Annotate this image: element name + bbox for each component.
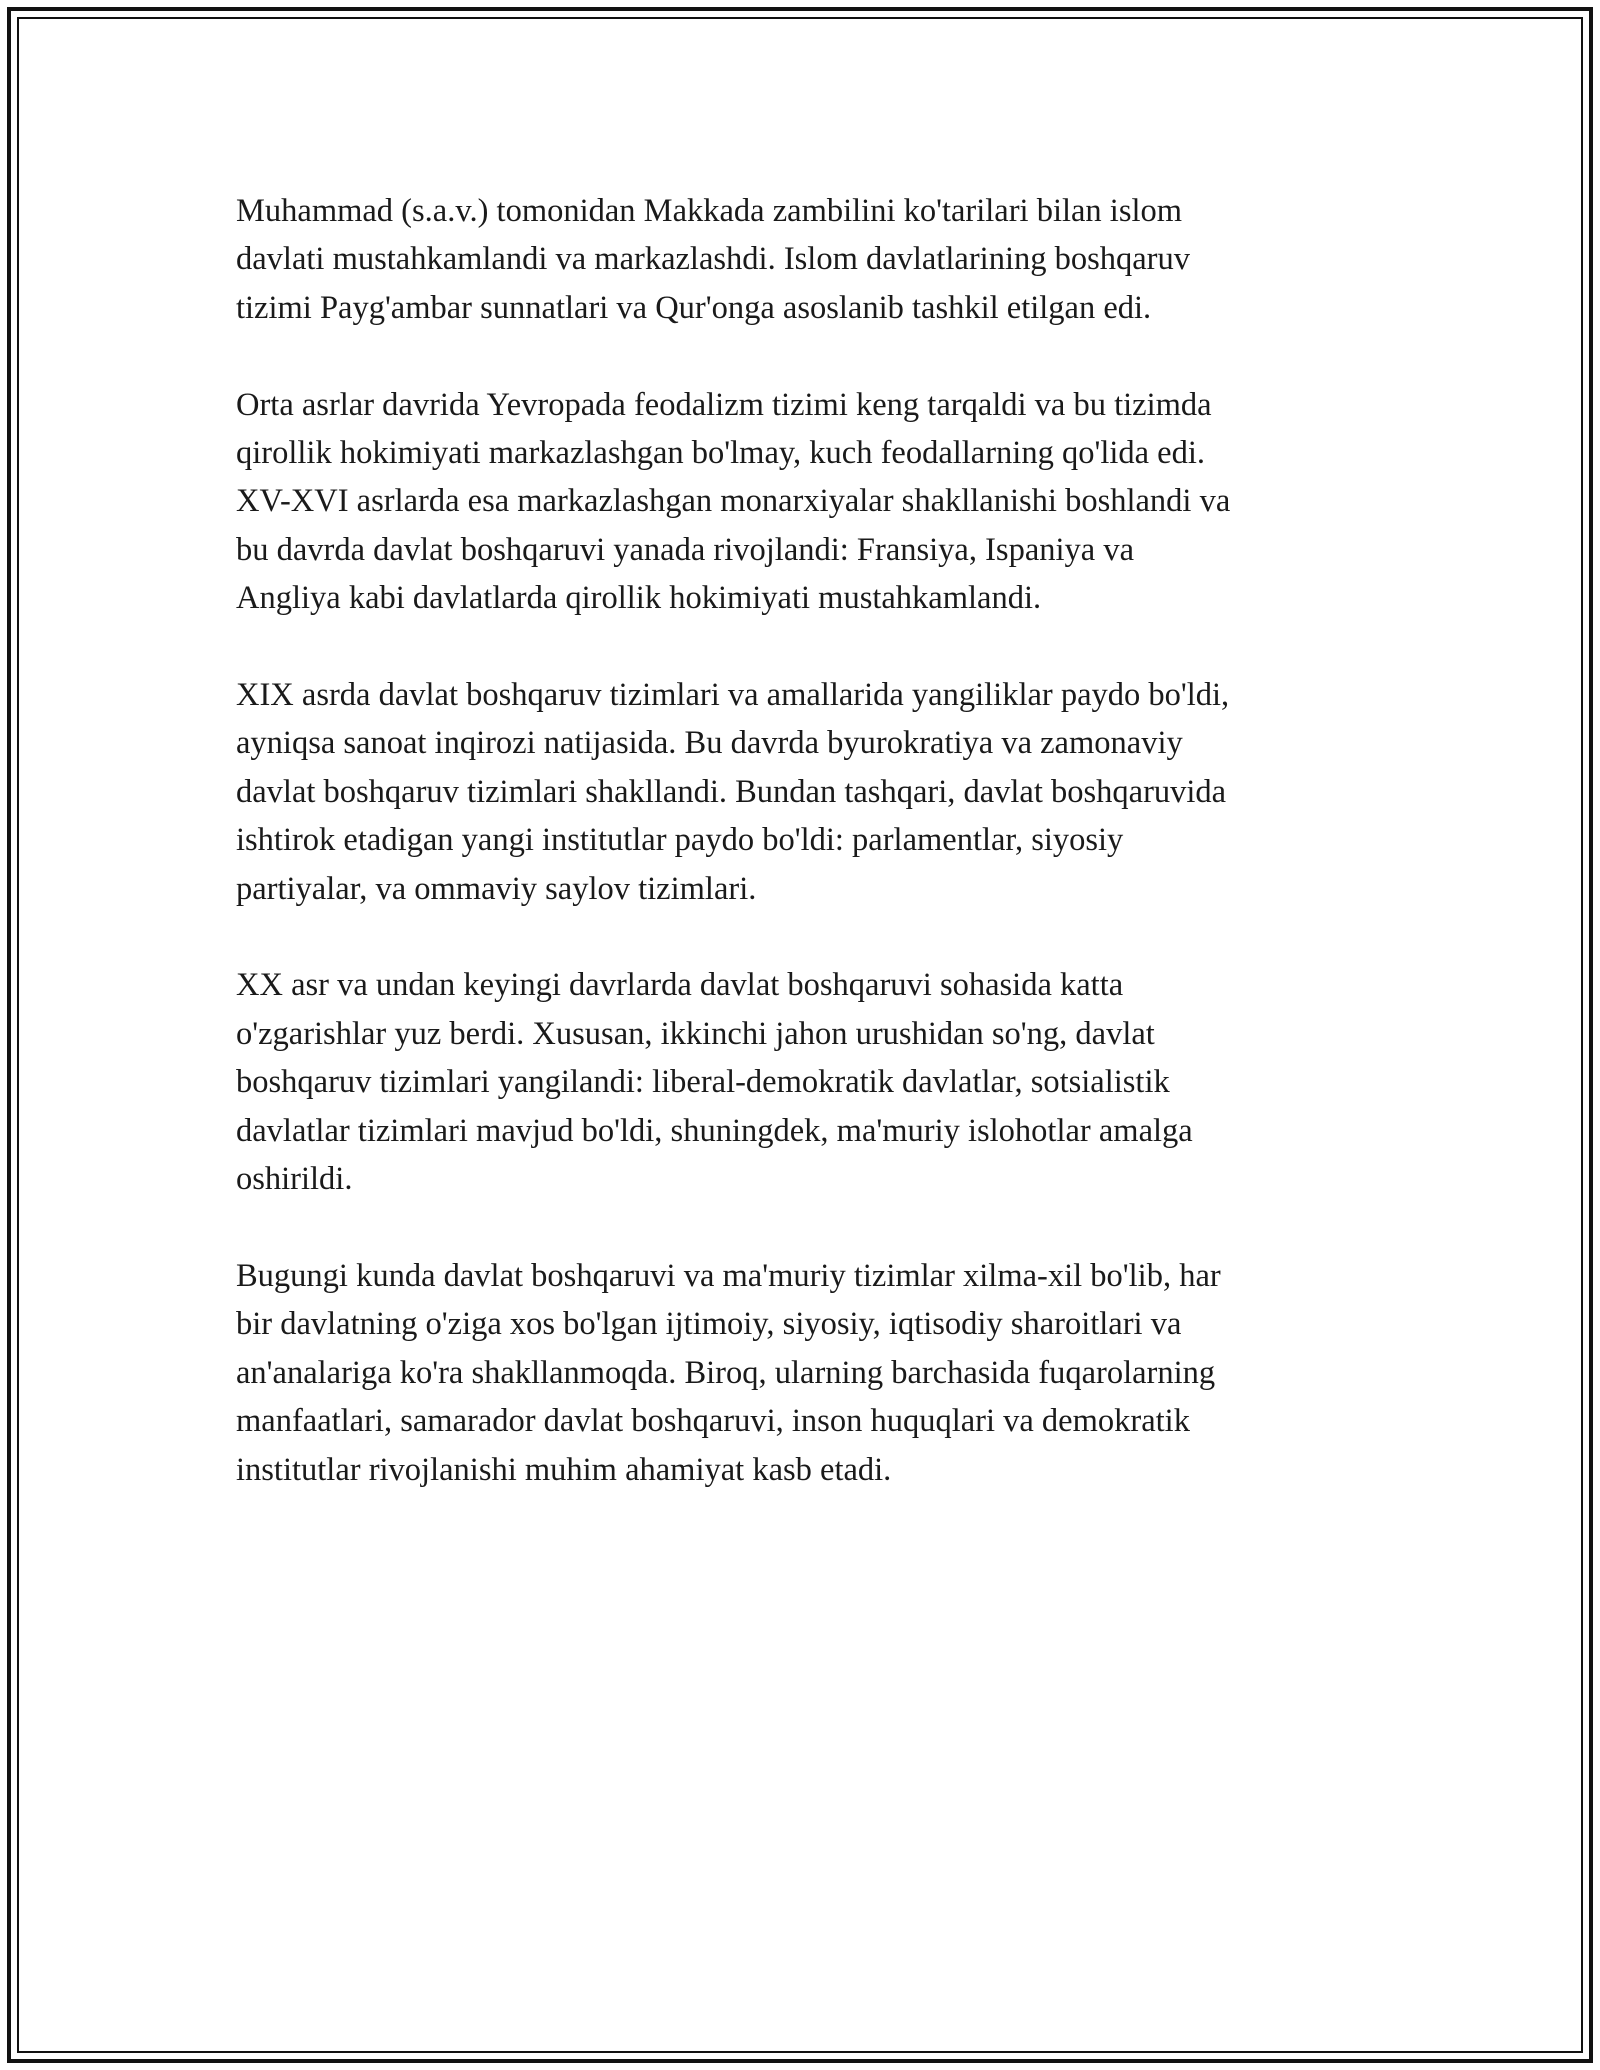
document-body: [236, 187, 1376, 1542]
paragraph-twentieth-century: XX asr va undan keyingi davrlarda davlat boshqaruvi sohasida katta o'zgarishlar yuz berdi. Xususan, ikkinchi jahon urushidan so'ng, davlat boshqaruv tizimlari yangilandi: liberal-demokratik davlatlar, sotsialistik davlatlar tizimlari mavjud bo'ldi, shuningdek, ma'muriy islohotlar amalga oshirildi.: [236, 967, 1193, 1198]
paragraph-middle-ages: Orta asrlar davrida Yevropada feodalizm tizimi keng tarqaldi va bu tizimda qirollik hokimiyati markazlashgan bo'lmay, kuch feodallarning qo'lida edi. XV-XVI asrlarda esa markazlashgan monarxiyalar shakllanishi boshlandi va bu davrda davlat boshqaruvi yanada rivojlandi: Fransiya, Ispaniya va Angliya kabi davlatlarda qirollik hokimiyati mustahkamlandi.: [236, 386, 1231, 617]
paragraph-nineteenth-century: XIX asrda davlat boshqaruv tizimlari va amallarida yangiliklar paydo bo'ldi, ayniqsa sanoat inqirozi natijasida. Bu davrda byurokratiya va zamonaviy davlat boshqaruv tizimlari shakllandi. Bundan tashqari, davlat boshqaruvida ishtirok etadigan yangi institutlar paydo bo'ldi: parlamentlar, siyosiy partiyalar, va ommaviy saylov tizimlari.: [236, 677, 1230, 907]
paragraph-islamic-state: Muhammad (s.a.v.) tomonidan Makkada zambilini ko'tarilari bilan islom davlati mustahkamlandi va markazlashdi. Islom davlatlarining boshqaruv tizimi Payg'ambar sunnatlari va Qur'onga asoslanib tashkil etilgan edi.: [236, 193, 1190, 326]
paragraph-present-day: Bugungi kunda davlat boshqaruvi va ma'muriy tizimlar xilma-xil bo'lib, har bir davlatning o'ziga xos bo'lgan ijtimoiy, siyosiy, iqtisodiy sharoitlari va an'analariga ko'ra shakllanmoqda. Biroq, ularning barchasida fuqarolarning manfaatlari, samarador davlat boshqaruvi, inson huquqlari va demokratik institutlar rivojlanishi muhim ahamiyat kasb etadi.: [236, 1257, 1221, 1488]
